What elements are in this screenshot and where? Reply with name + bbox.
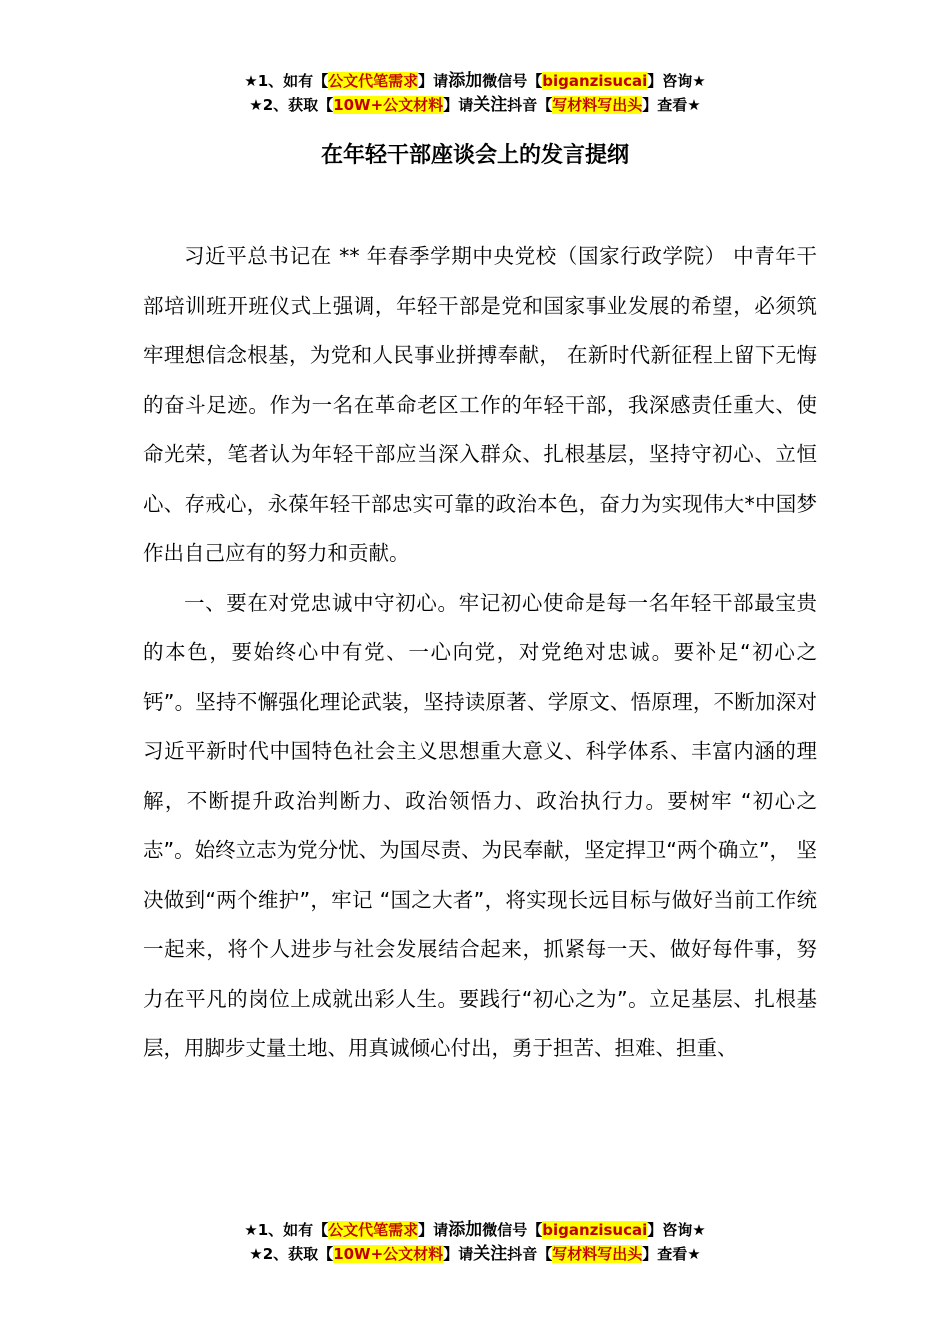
promo-text: 】请 bbox=[418, 72, 449, 90]
promo-text: 抖音【 bbox=[507, 1245, 553, 1263]
promo-emphasis: 关注 bbox=[473, 95, 508, 115]
promo-highlight: biganzisucai bbox=[542, 72, 648, 90]
promo-line-2 bbox=[0, 1242, 950, 1266]
promo-text: 】请 bbox=[443, 1245, 474, 1263]
promo-highlight: 公文代笔需求 bbox=[328, 1221, 419, 1239]
promo-text: 】请 bbox=[418, 1221, 449, 1239]
promo-emphasis: 添加 bbox=[448, 71, 483, 91]
promo-line-1 bbox=[0, 69, 950, 93]
promo-text: 抖音【 bbox=[507, 96, 553, 114]
document-body bbox=[143, 232, 817, 1074]
promo-highlight: 10W+公文材料 bbox=[333, 96, 444, 114]
promo-text: 】查看★ bbox=[642, 96, 701, 114]
promo-text: ★2、获取【 bbox=[249, 1245, 334, 1263]
promo-text: 】查看★ bbox=[642, 1245, 701, 1263]
document-title: 在年轻干部座谈会上的发言提纲 bbox=[320, 143, 629, 168]
promo-text: ★2、获取【 bbox=[249, 96, 334, 114]
promo-line-2 bbox=[0, 93, 950, 117]
promo-text: 微信号【 bbox=[482, 72, 543, 90]
promo-highlight: 写材料写出头 bbox=[552, 96, 643, 114]
promo-text: 】咨询★ bbox=[647, 1221, 706, 1239]
promo-text: 微信号【 bbox=[482, 1221, 543, 1239]
promo-highlight: biganzisucai bbox=[542, 1221, 648, 1239]
promo-highlight: 公文代笔需求 bbox=[328, 72, 419, 90]
promo-text: 】请 bbox=[443, 96, 474, 114]
promo-text: ★1、如有【 bbox=[244, 1221, 329, 1239]
promo-emphasis: 添加 bbox=[448, 1220, 483, 1240]
paragraph-section-1: 一、要在对党忠诚中守初心。牢记初心使命是每一名年轻干部最宝贵的本色，要始终心中有党、一心向党，对党绝对忠诚。要补足“初心之钙”。坚持不懈强化理论武装，坚持读原著、学原文、悟原理，不断加深对习近平新时代中国特色社会主义思想重大意义、科学体系、丰富内涵的理解，不断提升政治判断力、政治领悟力、政治执行力。要树牢 “初心之志”。始终立志为党分忧、为国尽责、为民奉献，坚定捍卫“两个确立”， 坚决做到“两个维护”，牢记 “国之大者”，将实现长远目标与做好当前工作统一起来，将个人进步与社会发展结合起来，抓紧每一天、做好每件事，努力在平凡的岗位上成就出彩人生。要践行“初心之为”。立足基层、扎根基层，用脚步丈量土地、用真诚倾心付出，勇于担苦、担难、担重、 bbox=[143, 590, 817, 1060]
paragraph-intro: 习近平总书记在 ** 年春季学期中央党校（国家行政学院） 中青年干部培训班开班仪式上强调，年轻干部是党和国家事业发展的希望，必须筑牢理想信念根基，为党和人民事业拼搏奉献， 在新时代新征程上留下无悔的奋斗足迹。作为一名在革命老区工作的年轻干部，我深感责任重大、使命光荣，笔者认为年轻干部应当深入群众、扎根基层，坚持守初心、立恒心、存戒心，永葆年轻干部忠实可靠的政治本色，奋力为实现伟大*中国梦作出自己应有的努力和贡献。 bbox=[143, 244, 817, 565]
promo-text: ★1、如有【 bbox=[244, 72, 329, 90]
promo-highlight: 10W+公文材料 bbox=[333, 1245, 444, 1263]
promo-text: 】咨询★ bbox=[647, 72, 706, 90]
promo-banner-bottom bbox=[0, 1218, 950, 1266]
promo-highlight: 写材料写出头 bbox=[552, 1245, 643, 1263]
promo-emphasis: 关注 bbox=[473, 1244, 508, 1264]
promo-banner-top bbox=[0, 69, 950, 117]
promo-line-1 bbox=[0, 1218, 950, 1242]
